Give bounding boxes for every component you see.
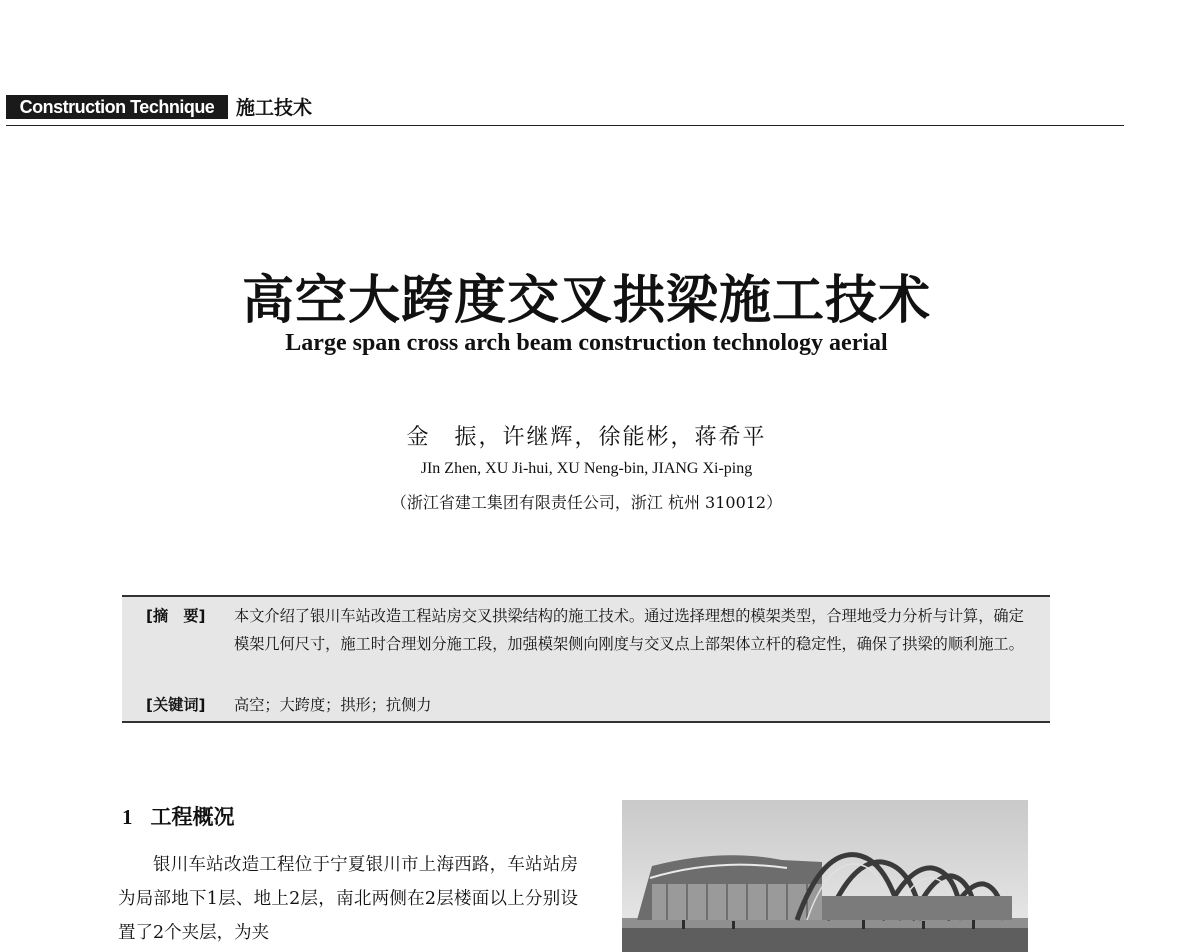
running-header	[6, 95, 1124, 126]
article-title-cn: 高空大跨度交叉拱梁施工技术	[241, 270, 931, 331]
abstract-label: [摘 要]	[146, 607, 206, 625]
abstract-box	[122, 595, 1050, 723]
section-body: 银川车站改造工程位于宁夏银川市上海西路，车站站房为局部地下1层、地上2层，南北两侧在2层楼面以上分别设置了2个夹层，为夹	[118, 855, 578, 943]
journal-section-title: 施工技术	[236, 97, 313, 119]
section-title: 工程概况	[150, 805, 235, 829]
station-photo	[622, 800, 1028, 952]
abstract-text: 本文介绍了银川车站改造工程站房交叉拱梁结构的施工技术。通过选择理想的模架类型，合理地受力分析与计算，确定模架几何尺寸，施工时合理划分施工段，加强模架侧向刚度与交叉点上部架体立杆的稳定性，确保了拱梁的顺利施工。	[234, 607, 1024, 653]
article-title-en: Large span cross arch beam construction technology aerial	[285, 330, 888, 356]
authors-en: JIn Zhen, XU Ji-hui, XU Neng-bin, JIANG Xi-ping	[420, 460, 753, 477]
affiliation: （浙江省建工集团有限责任公司，浙江 杭州 310012）	[390, 493, 783, 512]
section-heading	[122, 801, 235, 831]
keywords-text: 高空；大跨度；拱形；抗侧力	[234, 696, 432, 714]
journal-section-badge: Construction Technique	[6, 95, 228, 119]
authors-cn: 金 振，许继辉，徐能彬，蒋希平	[406, 425, 767, 450]
station-photo-illustration	[622, 800, 1028, 952]
keywords-label: [关键词]	[146, 696, 206, 714]
section-number: 1	[122, 805, 133, 829]
